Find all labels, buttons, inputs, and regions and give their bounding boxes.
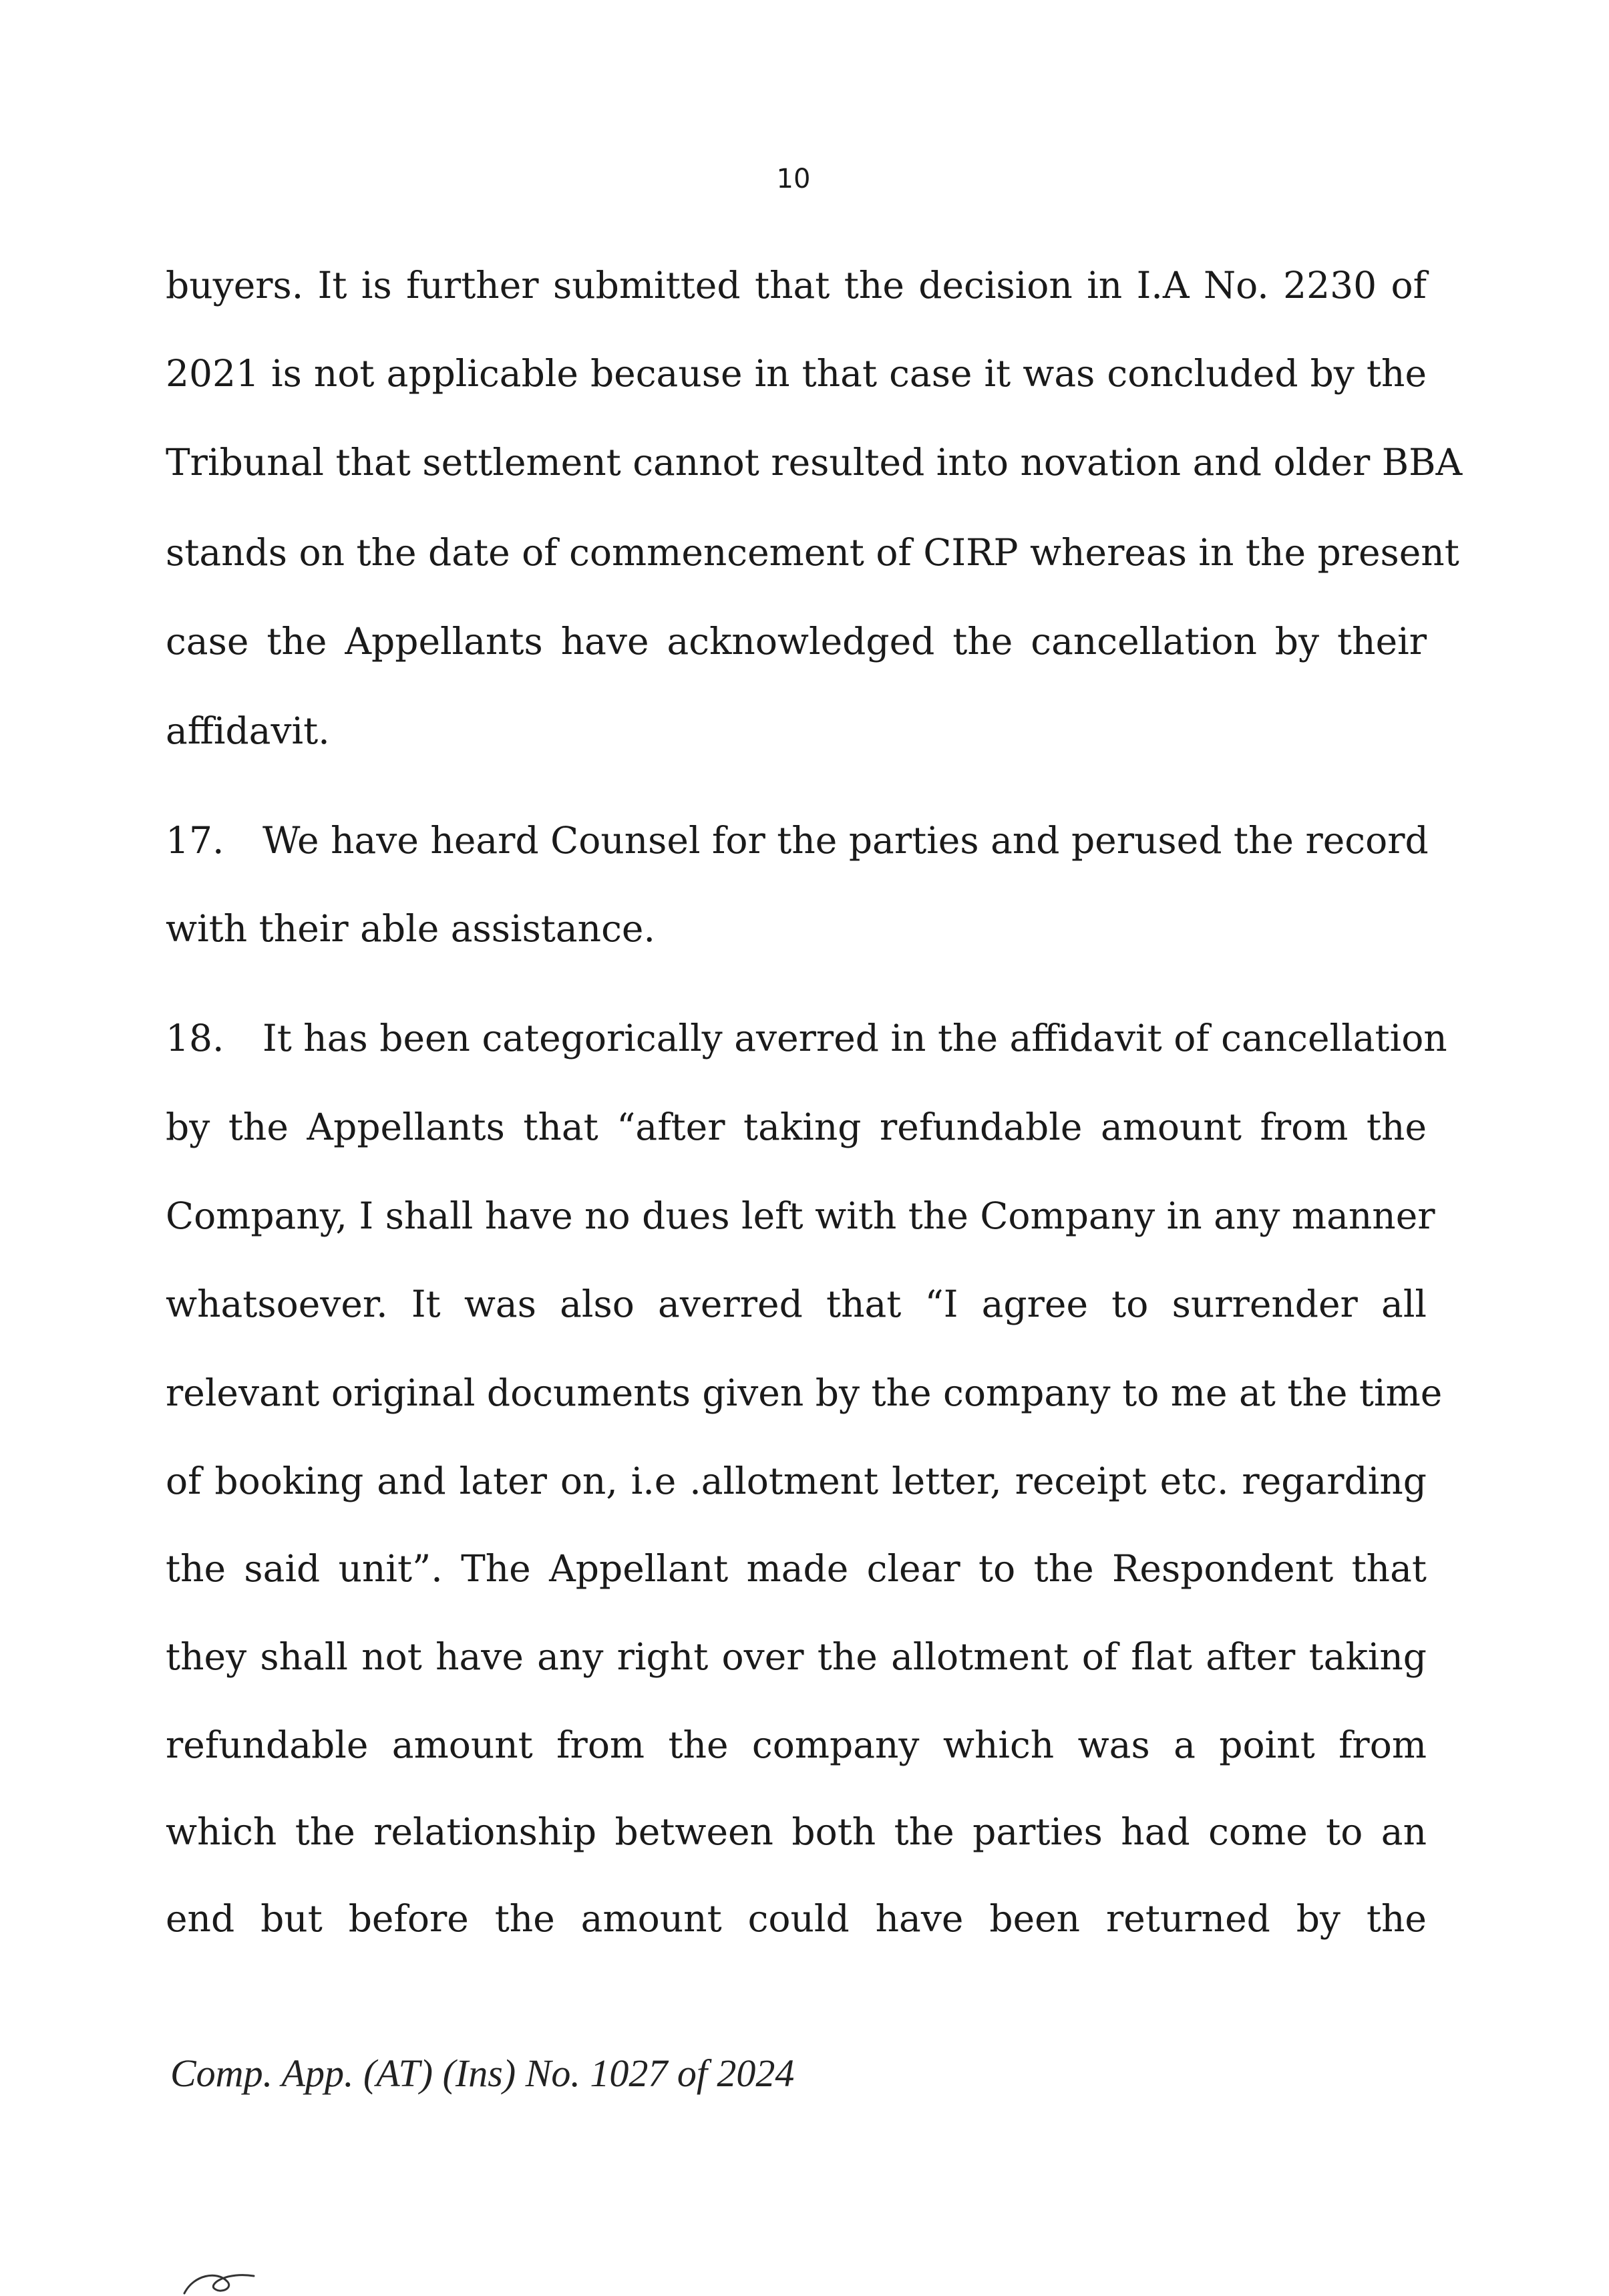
paragraph-18-first-line (166, 1017, 1447, 1059)
paragraph-line: relevant original documents given by the company to me at the time (166, 1371, 1443, 1414)
paragraph-17-first-line (166, 819, 1427, 862)
paragraph-line: with their able assistance. (166, 907, 655, 950)
paragraph-line: affidavit. (166, 709, 330, 752)
signature-mark (180, 2268, 274, 2296)
paragraph-text: It has been categorically averred in the affidavit of cancellation (262, 1017, 1447, 1059)
paragraph-line: 2021 is not applicable because in that case it was concluded by the (166, 352, 1427, 395)
paragraph-line: buyers. It is further submitted that the decision in I.A No. 2230 of (166, 264, 1427, 307)
paragraph-text: We have heard Counsel for the parties and perused the record (262, 819, 1429, 862)
paragraph-line: Tribunal that settlement cannot resulted into novation and older BBA (166, 441, 1463, 484)
paragraph-number: 17. (166, 819, 224, 862)
paragraph-line: end but before the amount could have been returned by the (166, 1897, 1427, 1940)
paragraph-line: by the Appellants that “after taking refundable amount from the (166, 1106, 1427, 1148)
case-reference-footer: Comp. App. (AT) (Ins) No. 1027 of 2024 (170, 2052, 795, 2095)
paragraph-line: refundable amount from the company which was a point from (166, 1724, 1427, 1766)
paragraph-line: which the relationship between both the parties had come to an (166, 1810, 1427, 1853)
paragraph-line: case the Appellants have acknowledged the cancellation by their (166, 620, 1427, 663)
paragraph-line: of booking and later on, i.e .allotment letter, receipt etc. regarding (166, 1460, 1427, 1502)
paragraph-line: stands on the date of commencement of CIRP whereas in the present (166, 531, 1459, 574)
paragraph-line: Company, I shall have no dues left with the Company in any manner (166, 1194, 1435, 1237)
paragraph-line: the said unit”. The Appellant made clear to the Respondent that (166, 1547, 1427, 1590)
paragraph-number: 18. (166, 1017, 224, 1059)
paragraph-line: whatsoever. It was also averred that “I agree to surrender all (166, 1283, 1427, 1325)
paragraph-line: they shall not have any right over the allotment of flat after taking (166, 1635, 1427, 1678)
page-number: 10 (776, 164, 811, 194)
